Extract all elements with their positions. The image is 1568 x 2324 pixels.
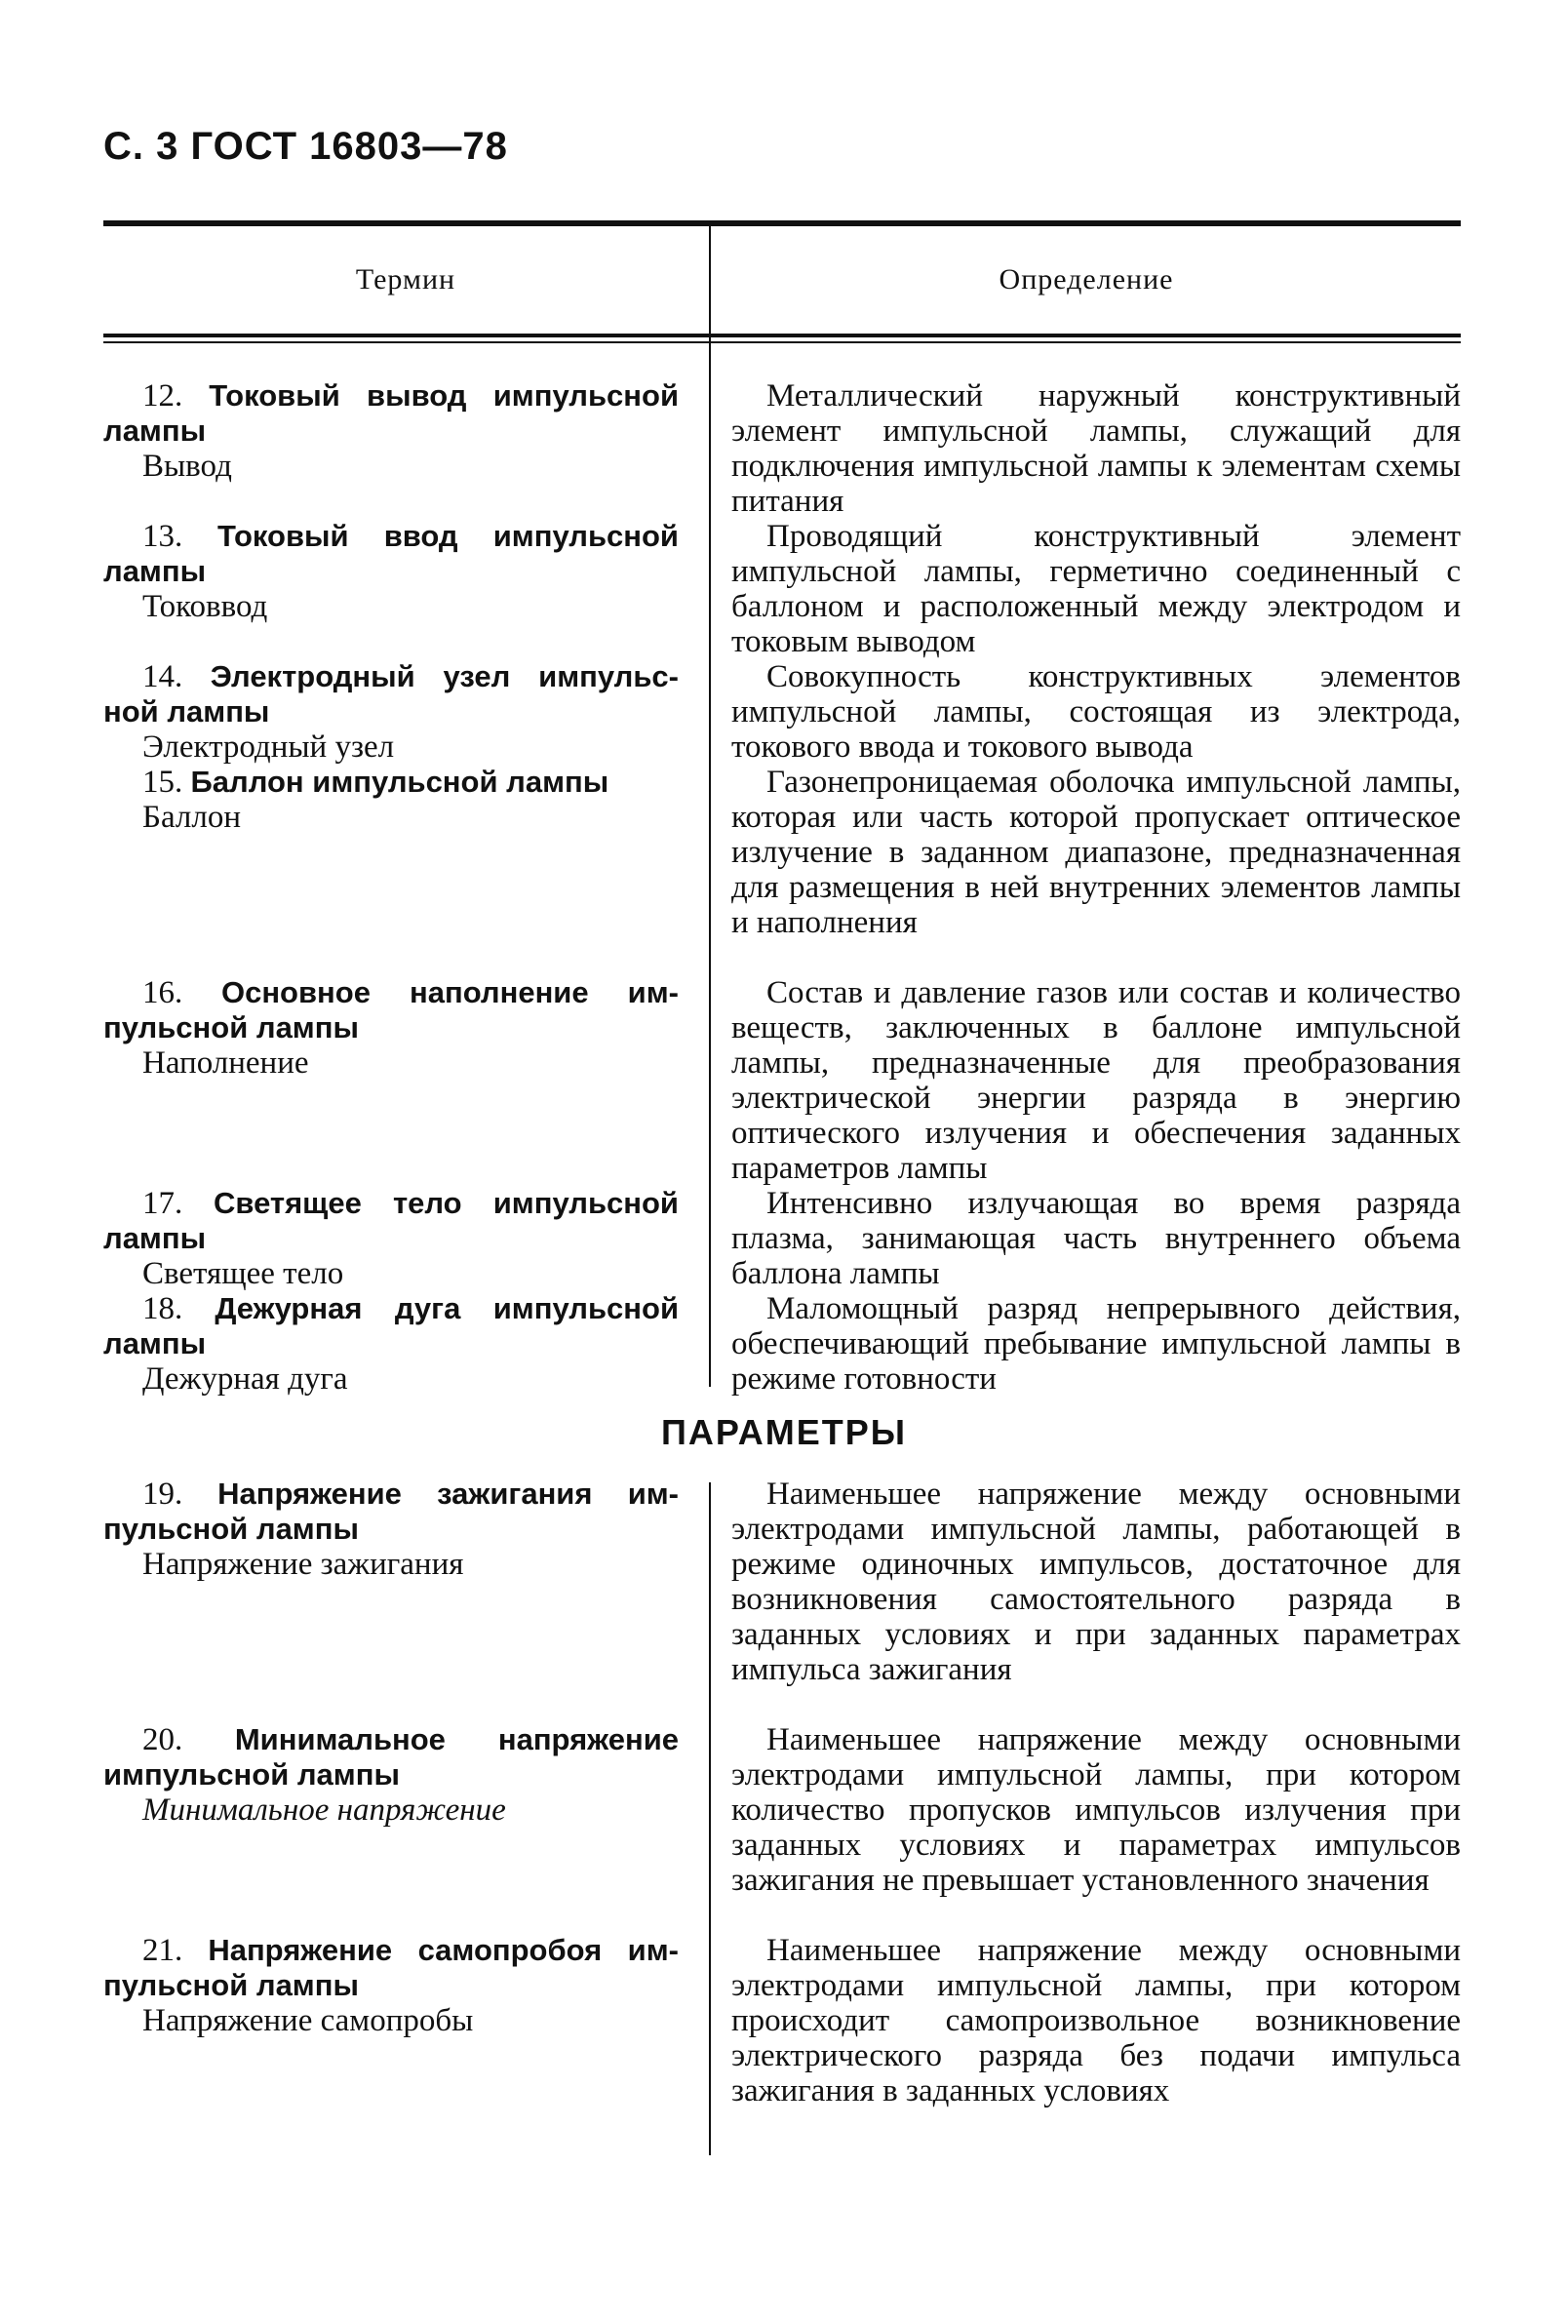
column-header-definition: Определение xyxy=(999,263,1174,295)
definition-text: Газонепроницаемая оболочка импульсной лампы, которая или часть которой пропускает оптическое излучение в заданном диапазоне, предназначенная для размещения в ней внутренних элементов лампы и наполнения xyxy=(731,765,1461,940)
definition-text: Маломощный разряд непрерывного действия, обеспечивающий пребывание импульсной лампы в режиме готовности xyxy=(731,1291,1461,1397)
short-term: Баллон xyxy=(142,800,241,835)
short-term: Светящее тело xyxy=(142,1256,344,1291)
short-term: Наполнение xyxy=(142,1045,309,1081)
term-line: лампы xyxy=(103,554,207,588)
section-title: ПАРАМЕТРЫ xyxy=(661,1412,907,1452)
definition-entry xyxy=(731,1722,1461,1898)
term-entry xyxy=(103,1722,679,1828)
definition-text: Состав и давление газов или состав и количество веществ, заключенных в баллоне импульсной лампы, предназначенные для преобразования электрической энергии разряда в энергию оптического излучения и обеспечения заданных параметров лампы xyxy=(731,975,1461,1186)
term-line: 15. Баллон импульсной лампы xyxy=(142,765,609,800)
term-line: 13. Токовый ввод импульсной xyxy=(142,519,679,554)
term-line: лампы xyxy=(103,1221,207,1255)
definition-text: Металлический наружный конструктивный элемент импульсной лампы, служащий для подключения импульсной лампы к элементам схемы питания xyxy=(731,378,1461,519)
column-header-term: Термин xyxy=(355,263,456,295)
term-line: 12. Токовый вывод импульсной xyxy=(142,378,680,414)
table-header-rule xyxy=(103,334,1461,337)
term-line: 14. Электродный узел импульс- xyxy=(142,659,679,694)
definition-text: Проводящий конструктивный элемент импульсной лампы, герметично соединенный с баллоном и расположенный между электродом и токовым выводом xyxy=(731,519,1461,659)
term-entry xyxy=(103,378,679,484)
table-top-rule xyxy=(103,220,1461,226)
term-line: 20. Минимальное напряжение xyxy=(142,1722,680,1757)
term-line: лампы xyxy=(103,414,207,448)
definition-entry xyxy=(731,1933,1461,2108)
short-term: Токоввод xyxy=(142,589,268,624)
term-line: 17. Светящее тело импульсной xyxy=(142,1186,679,1221)
definition-entry xyxy=(731,975,1461,1186)
term-entry xyxy=(103,1186,679,1291)
definition-text: Наименьшее напряжение между основными электродами импульсной лампы, при котором количество пропусков импульсов излучения при заданных условиях и параметрах импульсов зажигания не превышает установленного значения xyxy=(731,1722,1461,1898)
definition-text: Наименьшее напряжение между основными электродами импульсной лампы, при котором происходит самопроизвольное возникновение электрического разряда без подачи импульса зажигания в заданных условиях xyxy=(731,1933,1461,2108)
definition-text: Наименьшее напряжение между основными электродами импульсной лампы, работающей в режиме одиночных импульсов, достаточное для возникновения самостоятельного разряда в заданных условиях и при заданных параметрах импульса зажигания xyxy=(731,1477,1461,1687)
short-term: Напряжение зажигания xyxy=(142,1547,464,1582)
term-line: 16. Основное наполнение им- xyxy=(142,975,679,1010)
term-line: пульсной лампы xyxy=(103,1010,359,1044)
term-line: ной лампы xyxy=(103,694,270,729)
short-term: Напряжение самопробы xyxy=(142,2003,474,2038)
term-line: пульсной лампы xyxy=(103,1512,359,1546)
definition-entry xyxy=(731,1186,1461,1291)
term-line: 19. Напряжение зажигания им- xyxy=(142,1477,680,1512)
definition-entry xyxy=(731,1291,1461,1397)
term-entry xyxy=(103,1291,679,1397)
term-line: 18. Дежурная дуга импульсной xyxy=(142,1291,679,1326)
term-line: 21. Напряжение самопробоя им- xyxy=(142,1933,679,1968)
term-entry xyxy=(103,659,679,765)
running-head: С. 3 ГОСТ 16803—78 xyxy=(103,125,508,168)
definition-entry xyxy=(731,659,1461,765)
term-line: импульсной лампы xyxy=(103,1757,400,1792)
short-term: Дежурная дуга xyxy=(142,1361,348,1397)
column-divider-lower xyxy=(709,1482,711,2155)
short-term: Электродный узел xyxy=(142,729,395,765)
definition-entry xyxy=(731,765,1461,940)
definition-text: Интенсивно излучающая во время разряда плазма, занимающая часть внутреннего объема баллона лампы xyxy=(731,1186,1461,1291)
definition-entry xyxy=(731,1477,1461,1687)
term-entry xyxy=(103,765,679,835)
short-term: Минимальное напряжение xyxy=(142,1792,506,1828)
term-line: лампы xyxy=(103,1326,207,1360)
definition-text: Совокупность конструктивных элементов импульсной лампы, состоящая из электрода, токового ввода и токового вывода xyxy=(731,659,1461,765)
definition-entry xyxy=(731,519,1461,659)
column-divider-upper xyxy=(709,226,711,1387)
short-term: Вывод xyxy=(142,449,232,484)
definition-entry xyxy=(731,378,1461,519)
term-entry xyxy=(103,1477,679,1582)
term-entry xyxy=(103,519,679,624)
table-header-rule-secondary xyxy=(103,341,1461,343)
term-entry xyxy=(103,975,679,1081)
term-entry xyxy=(103,1933,679,2038)
term-line: пульсной лампы xyxy=(103,1968,359,2002)
